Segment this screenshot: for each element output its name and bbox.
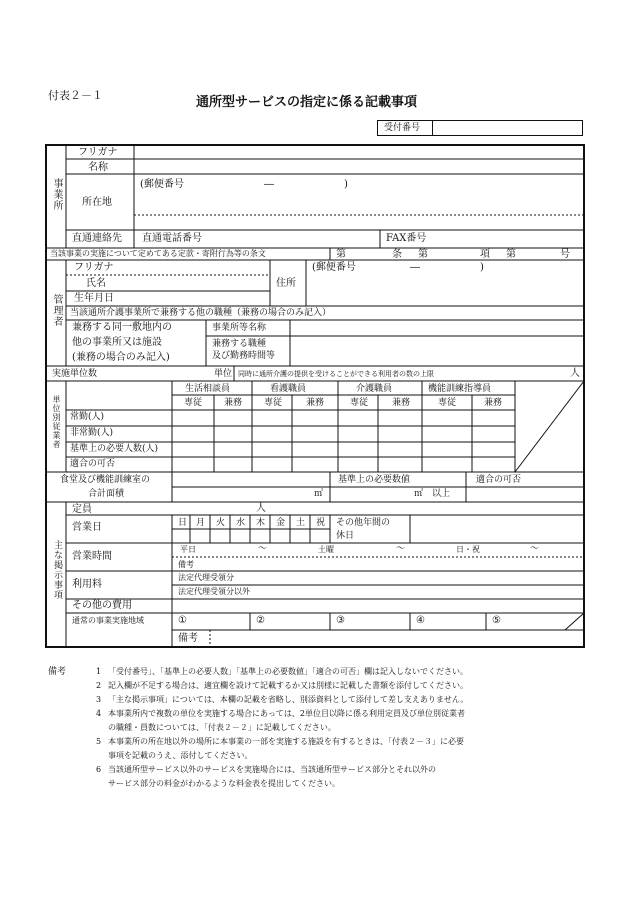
other-days-l2: 休日 xyxy=(336,531,355,541)
note-number: 4 xyxy=(96,709,102,718)
note-text: 「主な掲示事項」については、本欄の記載を省略し、別添資料として添付して差し支えありません。 xyxy=(108,695,469,704)
manager-facility-name-label: 事業所等名称 xyxy=(212,323,267,333)
manager-birth-label: 生年月日 xyxy=(74,293,114,304)
note-line xyxy=(96,752,252,760)
manager-other-office-l1: 兼務する同一敷地内の xyxy=(72,322,172,333)
area-unit: ㎡ xyxy=(314,489,324,499)
posted-section-label: 主な掲示事項 xyxy=(52,540,62,600)
office-name-label: 名称 xyxy=(88,162,108,173)
hours-sunday-label: 日・祝 xyxy=(456,545,480,554)
unit-count-unit: 単位 xyxy=(214,369,233,379)
note-line xyxy=(96,724,336,732)
office-postal-close: ) xyxy=(344,179,348,190)
posted-capacity-label: 定員 xyxy=(72,504,92,515)
staff-role-3: 機能訓練指導員 xyxy=(428,384,492,394)
staff-role-2: 介護職員 xyxy=(356,384,393,394)
manager-job-label-l2: 及び勤務時間等 xyxy=(212,351,276,361)
notes-label: 備考 xyxy=(48,667,67,677)
area-num-2: ③ xyxy=(336,615,345,626)
area-num-0: ① xyxy=(178,615,187,626)
manager-other-office-l3: (兼務の場合のみ記入) xyxy=(72,352,170,363)
staff-sub-6: 専従 xyxy=(438,398,457,408)
note-line xyxy=(96,766,436,774)
weekday-4: 木 xyxy=(256,518,266,528)
note-number: 6 xyxy=(96,765,102,774)
weekday-0: 日 xyxy=(178,518,188,528)
fee-proxy-label: 法定代理受領分 xyxy=(178,573,234,582)
hours-weekday-label: 平日 xyxy=(180,545,196,554)
manager-furigana-label: フリガナ xyxy=(74,262,114,273)
area-label-l2: 合計面積 xyxy=(88,489,125,499)
regulation-label: 当該事業の実施について定めてある定款・寄附行為等の条文 xyxy=(50,249,266,258)
manager-address-label: 住所 xyxy=(276,278,296,289)
office-postal-label: (郵便番号 xyxy=(140,179,184,190)
office-phone-label: 直通電話番号 xyxy=(142,233,202,244)
posted-days-label: 営業日 xyxy=(72,522,102,533)
fee-nonproxy-label: 法定代理受領分以外 xyxy=(178,587,250,596)
staff-section-label: 単位別従業者 xyxy=(52,395,61,449)
note-text: 当該通所型サービス以外のサービスを実施場合には、当該通所型サービス部分とそれ以外の xyxy=(108,765,436,774)
note-line xyxy=(96,696,468,704)
page-title: 通所型サービスの指定に係る記載事項 xyxy=(196,95,418,110)
posted-capacity-unit: 人 xyxy=(256,503,266,514)
staff-row-2: 基準上の必要人数(人) xyxy=(70,444,159,454)
manager-job-label-l1: 兼務する職種 xyxy=(212,339,267,349)
note-number: 3 xyxy=(96,695,102,704)
weekday-1: 月 xyxy=(196,518,206,528)
staff-sub-1: 兼務 xyxy=(224,398,243,408)
note-line xyxy=(96,710,465,718)
manager-postal-label: (郵便番号 xyxy=(312,262,356,273)
office-contact-label: 直通連絡先 xyxy=(72,233,122,244)
hours-weekday-tilde: ～ xyxy=(258,544,268,554)
weekday-7: 祝 xyxy=(316,518,326,528)
regulation-dai1: 第 xyxy=(336,249,346,260)
weekday-3: 水 xyxy=(236,518,246,528)
note-text: サービス部分の料金がわかるような料金表を提出してください。 xyxy=(108,779,340,788)
note-number: 1 xyxy=(96,667,102,676)
manager-concurrent-label: 当該通所介護事業所で兼務する他の職種（兼務の場合のみ記入） xyxy=(70,308,332,318)
staff-sub-4: 専従 xyxy=(350,398,369,408)
area-above: 以上 xyxy=(432,489,451,499)
area-std-label: 基準上の必要数値 xyxy=(338,475,411,485)
hours-saturday-tilde: ～ xyxy=(396,544,406,554)
office-fax-label: FAX番号 xyxy=(386,233,427,244)
note-text: 記入欄が不足する場合は、適宜欄を設けて記載するか又は別様に記載した書類を添付してください。 xyxy=(108,681,468,690)
note-text: 事項を記載のうえ、添付してください。 xyxy=(108,751,253,760)
office-section-label: 事業所 xyxy=(51,178,62,211)
office-furigana-label: フリガナ xyxy=(78,147,118,158)
hours-sunday-tilde: ～ xyxy=(530,544,540,554)
area-num-4: ⑤ xyxy=(492,615,501,626)
regulation-dai2: 第 xyxy=(418,249,428,260)
manager-other-office-l2: 他の事業所又は施設 xyxy=(72,337,162,348)
regulation-jo: 条 xyxy=(392,249,402,260)
office-postal-dash: ― xyxy=(264,179,274,190)
staff-sub-0: 専従 xyxy=(184,398,203,408)
note-text: 本事業所の所在地以外の場所に本事業の一部を実施する施設を有するときは、「付表２－３」に必要 xyxy=(108,737,464,746)
hours-saturday-label: 土曜 xyxy=(318,545,334,554)
note-number: 2 xyxy=(96,681,102,690)
staff-sub-2: 専従 xyxy=(264,398,283,408)
hours-remarks-label: 備考 xyxy=(178,560,194,569)
posted-other-fee-label: その他の費用 xyxy=(72,600,132,611)
other-days-l1: その他年間の xyxy=(336,518,391,528)
weekday-2: 火 xyxy=(216,518,226,528)
staff-role-1: 看護職員 xyxy=(270,384,307,394)
manager-postal-dash: ― xyxy=(410,262,420,273)
staff-row-0: 常勤(人) xyxy=(70,412,105,422)
posted-fee-label: 利用料 xyxy=(72,579,102,590)
staff-row-1: 非常勤(人) xyxy=(70,428,114,438)
staff-row-3: 適合の可否 xyxy=(70,459,116,469)
weekday-5: 金 xyxy=(276,518,286,528)
regulation-ko: 項 xyxy=(480,249,490,260)
area-fit-label: 適合の可否 xyxy=(476,475,522,485)
unit-capacity-person: 人 xyxy=(570,368,580,379)
unit-capacity-label: 同時に通所介護の提供を受けることができる利用者の数の上限 xyxy=(238,370,434,378)
note-line xyxy=(96,682,468,690)
staff-role-0: 生活相談員 xyxy=(185,384,231,394)
office-address-label: 所在地 xyxy=(82,197,112,208)
weekday-6: 土 xyxy=(296,518,306,528)
note-text: 本事業所内で複数の単位を実施する場合にあっては、2単位目以降に係る利用定員及び単位別従業者 xyxy=(108,709,466,718)
note-number: 5 xyxy=(96,737,102,746)
regulation-dai3: 第 xyxy=(506,249,516,260)
area-label-l1: 食堂及び機能訓練室の xyxy=(60,475,151,485)
staff-sub-7: 兼務 xyxy=(484,398,503,408)
regulation-go: 号 xyxy=(560,249,570,260)
form-number: 付表２－１ xyxy=(48,89,103,102)
area-num-3: ④ xyxy=(416,615,425,626)
note-text: 「受付番号」、「基準上の必要人数」「基準上の必要数値」「適合の可否」欄は記入しないでください。 xyxy=(108,667,468,676)
manager-section-label: 管理者 xyxy=(51,294,62,327)
unit-count-label: 実施単位数 xyxy=(52,369,98,379)
staff-sub-5: 兼務 xyxy=(392,398,411,408)
posted-hours-label: 営業時間 xyxy=(72,551,112,562)
posted-area-label: 通常の事業実施地域 xyxy=(72,616,144,625)
note-text: の職種・員数については、「付表２－２」に記載してください。 xyxy=(108,723,336,732)
area-std-unit: ㎡ xyxy=(414,489,424,499)
note-line xyxy=(96,738,464,746)
note-line xyxy=(96,780,340,788)
note-line xyxy=(96,668,468,676)
manager-postal-close: ) xyxy=(480,262,484,273)
staff-sub-3: 兼務 xyxy=(306,398,325,408)
posted-remarks2-label: 備考 xyxy=(178,633,198,644)
area-num-1: ② xyxy=(256,615,265,626)
manager-name-label: 氏名 xyxy=(86,278,106,289)
receipt-number-label: 受付番号 xyxy=(384,123,421,133)
